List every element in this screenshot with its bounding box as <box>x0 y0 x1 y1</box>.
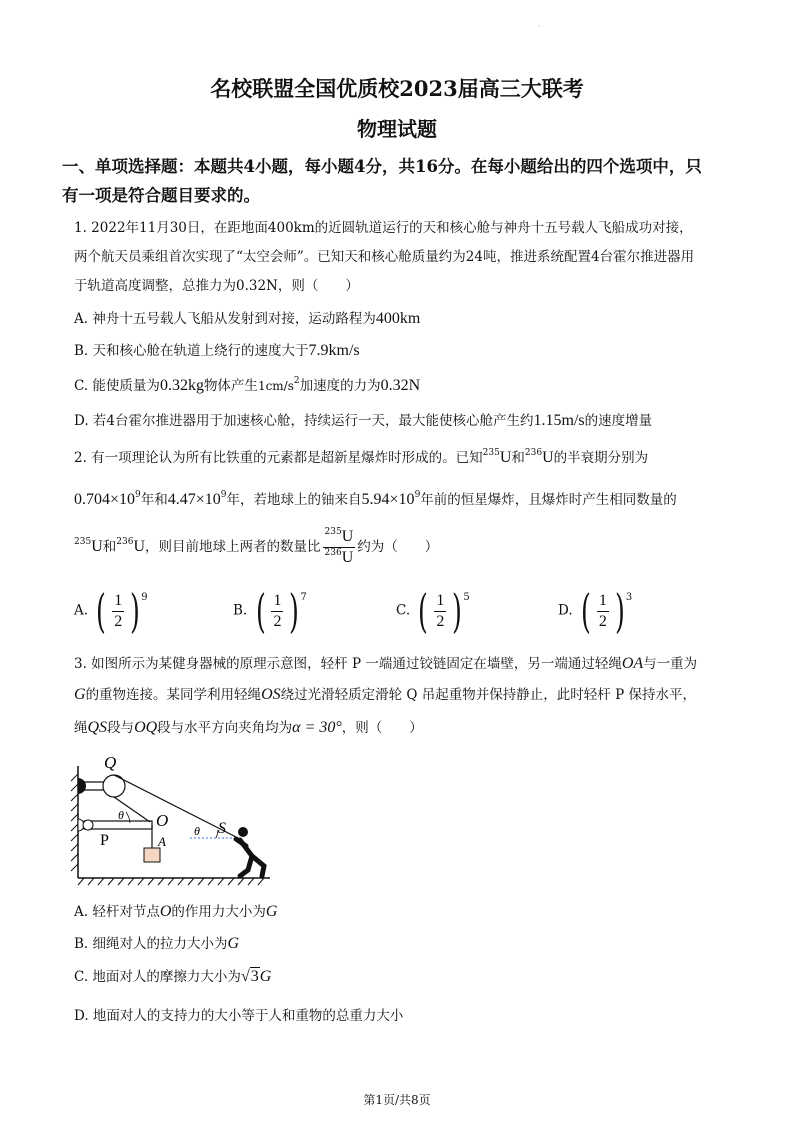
q3-stem-line1 <box>74 652 697 673</box>
option-label: A. <box>74 602 89 619</box>
q1-option-c-mass: 0.32kg <box>159 377 204 394</box>
q3-option-a[interactable] <box>74 900 277 921</box>
uranium-symbol: U <box>499 449 512 466</box>
var-G: G <box>227 935 240 952</box>
q2-l2-t3: 年前的恒星爆炸，且爆炸时产生相同数量的 <box>420 492 677 508</box>
q2-l3-t1: ，则目前地球上两者的数量比 <box>145 539 321 555</box>
q3-option-c[interactable] <box>74 965 271 986</box>
q1-option-b-math: 7.9km/s <box>308 342 360 359</box>
label-P: P <box>100 832 109 849</box>
corner-mark: · <box>538 22 541 31</box>
option-label: D. <box>558 602 573 619</box>
option-label: B. <box>233 602 248 619</box>
page-subtitle: 物理试题 <box>357 117 437 141</box>
q1-stem-line3: 于轨道高度调整，总推力为0.32N，则（ ） <box>74 278 359 294</box>
q1-option-d-post: 的速度增量 <box>584 413 653 429</box>
power-expression: ( $\frac{1}{2}$ ) 9 <box>96 584 148 638</box>
radicand: 3 <box>250 968 259 985</box>
frac-num: 1 <box>271 592 283 612</box>
q2-line1-post: 的半衰期分别为 <box>553 450 649 466</box>
q1-option-d[interactable] <box>74 409 652 430</box>
weight-block <box>144 848 160 862</box>
iso-235: 235 <box>482 448 500 458</box>
q1-option-a-text: A. 神舟十五号载人飞船从发射到对接，运动路程为 <box>74 311 376 327</box>
q1-option-c-force: 0.32N <box>380 377 421 394</box>
label-A: A <box>158 834 166 849</box>
sqrt-3: √3 <box>240 968 259 985</box>
ratio-fraction <box>323 528 356 567</box>
pulley-Q <box>78 775 125 797</box>
q1-option-a[interactable] <box>74 307 420 328</box>
uranium-symbol: U <box>91 538 103 555</box>
q3-l3-t3: 段与水平方向夹角均为 <box>157 720 293 736</box>
rod-P <box>78 819 152 831</box>
frac-den: 2 <box>436 612 445 630</box>
uranium-symbol: U <box>133 538 145 555</box>
q1-stem-line2: 两个航天员乘组首次实现了“太空会师”。已知天和核心舱质量约为24吨，推进系统配置4台霍尔推进器用 <box>74 249 695 265</box>
q1-option-b[interactable] <box>74 339 360 360</box>
var-O: O <box>159 903 172 920</box>
half-life-235: 0.704×10 <box>74 491 136 508</box>
frac-num: 1 <box>112 592 124 612</box>
power-expression: ( $\frac{1}{2}$ ) 3 <box>580 584 633 638</box>
q3-stem-line3 <box>74 716 423 737</box>
label-O: O <box>156 811 169 830</box>
angle-value: α = 30° <box>292 719 342 736</box>
frac-den: 2 <box>598 612 607 630</box>
q2-and: 和 <box>102 539 117 555</box>
q1-option-c[interactable] <box>74 374 420 395</box>
q3-l2-t2: 绕过光滑轻质定滑轮 Q 吊起重物并保持静止，此时轻杆 P 保持水平， <box>280 687 696 703</box>
q1-option-d-pre: D. 若4台霍尔推进器用于加速核心舱，持续运行一天，最大能使核心舱产生约 <box>74 413 534 429</box>
q3-l2-t1: 的重物连接。某同学利用轻绳 <box>85 687 262 703</box>
label-theta-S: θ <box>194 824 200 838</box>
q1-option-c-mid: 物体产生 <box>203 378 258 394</box>
q3-optA-pre: A. 轻杆对节点 <box>74 904 160 920</box>
q3-stem-line2 <box>74 683 696 704</box>
q1-option-a-math: 400km <box>375 310 421 327</box>
page-title: 名校联盟全国优质校2023届高三大联考 <box>210 76 584 101</box>
var-G: G <box>259 968 272 985</box>
label-theta-O: θ <box>118 808 124 822</box>
q1-option-b-text: B. 天和核心舱在轨道上绕行的速度大于 <box>74 343 309 359</box>
power-expression: ( $\frac{1}{2}$ ) 7 <box>255 584 307 638</box>
var-OA: OA <box>621 655 644 672</box>
q2-l2-t1: 年和 <box>140 492 168 508</box>
power: 3 <box>625 591 633 603</box>
q2-line1-pre: 2. 有一项理论认为所有比铁重的元素都是超新星爆炸时形成的。已知 <box>74 450 483 466</box>
ground <box>78 878 270 885</box>
q3-l1-pre: 3. 如图所示为某健身器械的原理示意图，轻杆 P 一端通过铰链固定在墙壁，另一端通过轻绳 <box>74 656 622 672</box>
q3-optC-pre: C. 地面对人的摩擦力大小为 <box>74 969 241 985</box>
q2-and: 和 <box>511 450 525 466</box>
q2-option-a[interactable] <box>74 584 148 638</box>
half-life-236: 4.47×10 <box>167 491 221 508</box>
frac-num: 1 <box>434 592 446 612</box>
frac-den: 2 <box>273 612 282 630</box>
option-label: C. <box>396 602 411 619</box>
wall <box>71 766 78 878</box>
power: 7 <box>300 591 307 603</box>
label-S: S <box>218 820 226 837</box>
q3-optA-mid: 的作用力大小为 <box>171 904 266 920</box>
q3-option-b[interactable] <box>74 932 239 953</box>
var-OS: OS <box>261 686 281 703</box>
power-expression: ( $\frac{1}{2}$ ) 5 <box>418 584 470 638</box>
var-OQ: OQ <box>134 719 158 736</box>
label-Q: Q <box>104 753 117 772</box>
q2-option-c[interactable] <box>396 584 470 638</box>
var-G: G <box>265 903 278 920</box>
uranium-symbol: U <box>341 549 354 566</box>
uranium-symbol: U <box>341 528 354 545</box>
q1-option-c-unit: 1cm/s <box>257 379 294 393</box>
q3-l3-t2: 段与 <box>107 720 135 736</box>
q3-option-d[interactable]: D. 地面对人的支持力的大小等于人和重物的总重力大小 <box>74 1008 404 1024</box>
person-figure <box>236 827 264 876</box>
q3-l3-t4: ，则（ ） <box>341 720 423 736</box>
explosion-time: 5.94×10 <box>361 491 415 508</box>
q2-option-b[interactable] <box>233 584 307 638</box>
q1-option-c-post: 加速度的力为 <box>299 378 381 394</box>
iso-236: 236 <box>324 548 342 558</box>
q1-option-c-sq: 2 <box>293 376 300 386</box>
q1-option-d-math: 1.15m/s <box>533 412 585 429</box>
q1-stem-line1: 1. 2022年11月30日，在距地面400km的近圆轨道运行的天和核心舱与神舟十五号载人飞船成功对接， <box>74 220 693 236</box>
exp: 9 <box>414 490 421 500</box>
power: 5 <box>463 591 470 603</box>
q2-stem-line1 <box>74 446 648 467</box>
uranium-symbol: U <box>542 449 554 466</box>
q2-option-d[interactable] <box>558 584 633 638</box>
q2-stem-line2 <box>74 488 677 509</box>
q3-l1-post: 与一重为 <box>643 656 698 672</box>
frac-num: 1 <box>597 592 609 612</box>
q1-option-c-pre: C. 能使质量为 <box>74 378 160 394</box>
q2-stem-line3 <box>74 528 438 567</box>
iso-235: 235 <box>324 527 342 537</box>
section-heading-line2: 有一项是符合题目要求的。 <box>62 186 260 205</box>
frac-den: 2 <box>114 612 123 630</box>
page-footer: 第1页/共8页 <box>363 1093 431 1107</box>
q2-l3-t2: 约为（ ） <box>357 539 439 555</box>
iso-235: 235 <box>74 537 92 547</box>
q3-optB-pre: B. 细绳对人的拉力大小为 <box>74 936 228 952</box>
q2-l2-t2: 年，若地球上的铀来自 <box>226 492 362 508</box>
section-heading-line1: 一、单项选择题：本题共4小题，每小题4分，共16分。在每小题给出的四个选项中，只 <box>62 157 702 176</box>
iso-236: 236 <box>116 537 134 547</box>
var-QS: QS <box>87 719 108 736</box>
exp: 9 <box>135 490 141 500</box>
fitness-device-diagram <box>70 748 280 888</box>
q3-l3-t1: 绳 <box>74 720 88 736</box>
power: 9 <box>141 591 148 603</box>
var-G: G <box>74 686 86 703</box>
exp: 9 <box>220 490 227 500</box>
iso-236: 236 <box>524 448 543 458</box>
